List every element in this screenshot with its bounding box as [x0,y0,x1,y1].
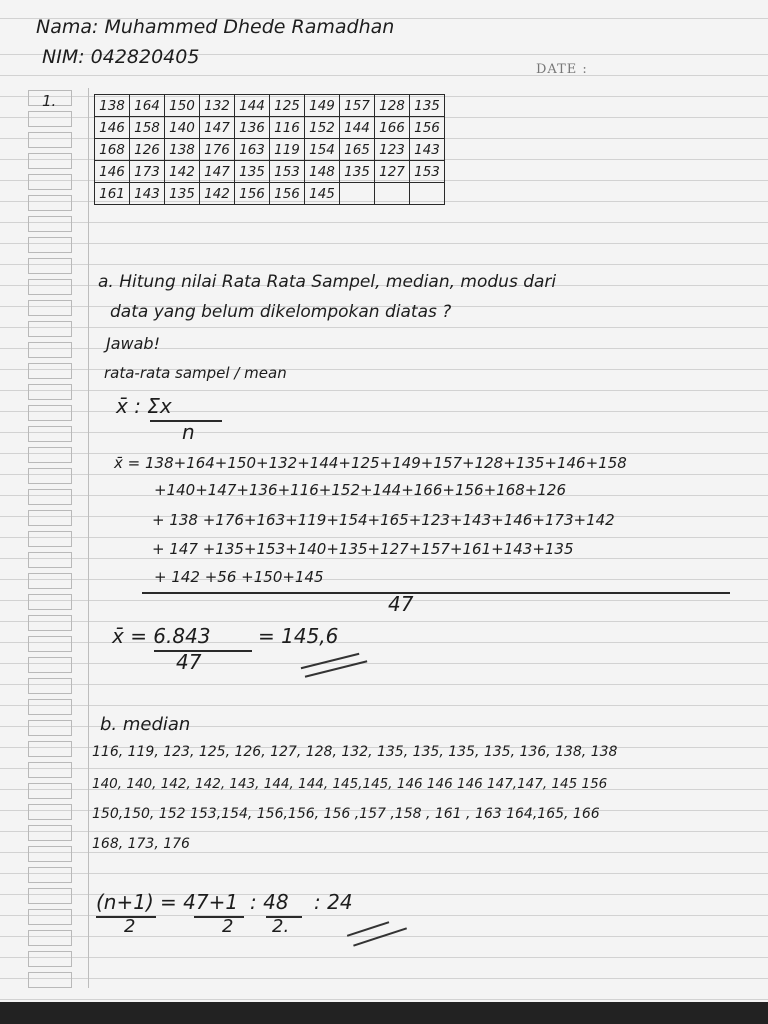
table-cell: 135 [410,95,445,117]
table-row [95,139,445,161]
sorted-line-2: 140, 140, 142, 142, 143, 144, 144, 145,145, 146 146 146 147,147, 145 156 [92,776,608,792]
sum-line-3: + 138 +176+163+119+154+165+123+143+146+173+142 [152,511,615,529]
table-cell: 128 [375,95,410,117]
data-table [94,94,445,205]
table-cell: 138 [95,95,130,117]
table-cell: 127 [375,161,410,183]
question-number: 1. [42,92,57,110]
table-cell: 142 [200,183,235,205]
table-cell: 168 [95,139,130,161]
sorted-line-3: 150,150, 152 153,154, 156,156, 156 ,157 ,158 , 161 , 163 164,165, 166 [92,806,600,822]
sorted-line-4: 168, 173, 176 [92,836,190,852]
mean-result-denominator: 47 [176,650,202,674]
photo-bottom-edge [0,1002,768,1024]
margin-boxes [28,90,72,993]
table-cell: 135 [340,161,375,183]
question-a-line2: data yang belum dikelompokan diatas ? [110,302,452,322]
table-cell: 157 [340,95,375,117]
table-cell: 116 [270,117,305,139]
table-cell: 144 [340,117,375,139]
table-cell: 149 [305,95,340,117]
mean-formula-denominator: n [182,420,195,444]
table-cell: 138 [165,139,200,161]
table-cell: 156 [270,183,305,205]
table-cell: 132 [200,95,235,117]
table-cell: 166 [375,117,410,139]
sum-line-2: +140+147+136+116+152+144+166+156+168+126 [154,481,566,499]
table-cell: 123 [375,139,410,161]
mean-heading: rata-rata sampel / mean [104,364,287,382]
table-cell: 136 [235,117,270,139]
table-cell: 142 [165,161,200,183]
table-cell: 150 [165,95,200,117]
median-step-1-bar [194,916,244,918]
table-cell: 154 [305,139,340,161]
mean-result-numerator: x̄ = 6.843 [112,624,211,648]
mean-result-underline-1 [301,653,360,669]
table-row [95,183,445,205]
table-cell: 119 [270,139,305,161]
median-formula-denominator: 2 [124,916,136,937]
median-formula-numerator: (n+1) [96,890,154,914]
table-cell: 143 [130,183,165,205]
table-cell: 152 [305,117,340,139]
median-step-2: : 48 [250,890,289,914]
table-cell: 125 [270,95,305,117]
table-cell [375,183,410,205]
table-cell: 161 [95,183,130,205]
table-cell [340,183,375,205]
mean-formula-numerator: x̄ : Σx [116,394,172,418]
table-cell: 147 [200,117,235,139]
mean-result-bar [154,650,252,652]
question-a-line1: a. Hitung nilai Rata Rata Sampel, median, modus dari [98,272,557,292]
table-cell: 176 [200,139,235,161]
sorted-line-1: 116, 119, 123, 125, 126, 127, 128, 132, 135, 135, 135, 135, 136, 138, 138 [92,744,618,760]
median-step-1: = 47+1 [160,890,239,914]
table-cell: 147 [200,161,235,183]
table-row [95,117,445,139]
sum-line-5: + 142 +56 +150+145 [154,568,324,586]
table-cell: 126 [130,139,165,161]
table-cell: 156 [235,183,270,205]
median-heading: b. median [100,714,191,735]
table-cell: 148 [305,161,340,183]
table-row [95,161,445,183]
median-step-2-denominator: 2. [272,916,290,937]
table-cell: 140 [165,117,200,139]
table-row [95,95,445,117]
table-cell: 145 [305,183,340,205]
table-cell: 135 [165,183,200,205]
table-cell: 153 [270,161,305,183]
sum-denominator: 47 [388,592,414,616]
table-cell: 163 [235,139,270,161]
sum-line-4: + 147 +135+153+140+135+127+157+161+143+135 [152,540,574,558]
sum-line-1: x̄ = 138+164+150+132+144+125+149+157+128+135+146+158 [114,454,627,472]
table-cell: 153 [410,161,445,183]
table-cell: 164 [130,95,165,117]
answer-label: Jawab! [106,334,160,353]
margin-line [88,88,89,988]
table-cell: 146 [95,161,130,183]
student-name: Nama: Muhammed Dhede Ramadhan [36,16,395,38]
table-cell: 143 [410,139,445,161]
median-step-1-denominator: 2 [222,916,234,937]
mean-result-value: = 145,6 [258,624,339,648]
sum-fraction-bar [142,592,730,594]
table-cell: 146 [95,117,130,139]
table-cell: 156 [410,117,445,139]
date-label: DATE : [536,62,588,77]
table-cell: 165 [340,139,375,161]
median-result: : 24 [314,890,353,914]
table-cell [410,183,445,205]
table-cell: 144 [235,95,270,117]
table-cell: 135 [235,161,270,183]
table-cell: 173 [130,161,165,183]
student-nim: NIM: 042820405 [42,46,200,68]
table-cell: 158 [130,117,165,139]
